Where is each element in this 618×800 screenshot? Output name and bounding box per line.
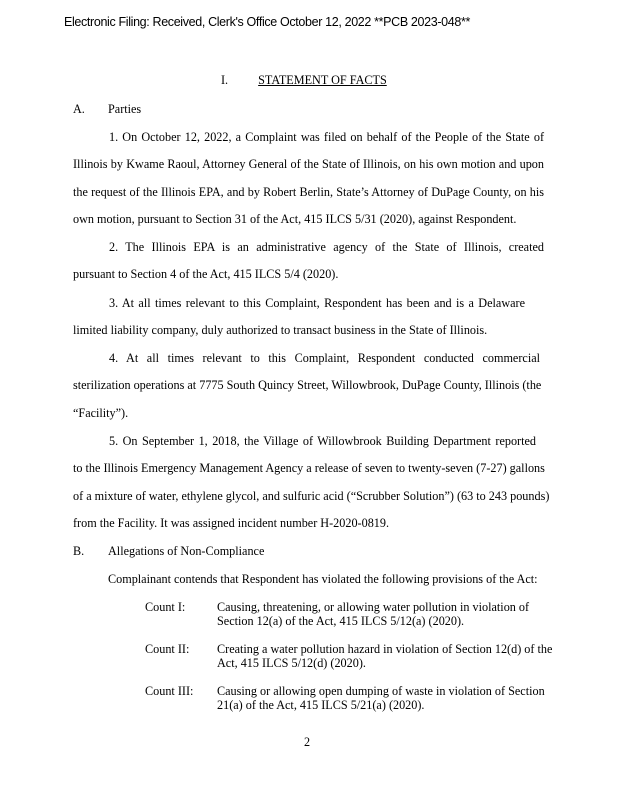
section-title: STATEMENT OF FACTS [258,73,387,87]
count-1-text: Causing, threatening, or allowing water pollution in violation of Section 12(a) of the Act, 415 ILCS 5/12(a) (2020). [217,600,530,628]
count-2-text: Creating a water pollution hazard in violation of Section 12(d) of the Act, 415 ILCS 5/12(d) (2020). [217,642,553,670]
page-number: 2 [304,735,311,749]
paragraph-4-line-2: sterilization operations at 7775 South Quincy Street, Willowbrook, DuPage County, Illinois (the [73,378,542,392]
count-1-label: Count I: [145,600,186,614]
subsection-b-letter: B. [73,544,85,558]
count-2-label: Count II: [145,642,190,656]
paragraph-5-line-1: 5. On September 1, 2018, the Village of Willowbrook Building Department reported [109,434,536,448]
paragraph-2-line-2: pursuant to Section 4 of the Act, 415 ILCS 5/4 (2020). [73,267,339,281]
paragraph-4-line-1: 4. At all times relevant to this Complaint, Respondent conducted commercial [109,351,540,365]
paragraph-3-line-2: limited liability company, duly authorized to transact business in the State of Illinois. [73,323,488,337]
section-numeral: I. [221,73,229,87]
paragraph-5-line-4: from the Facility. It was assigned incident number H-2020-0819. [73,516,390,530]
filing-header: Electronic Filing: Received, Clerk's Office October 12, 2022 **PCB 2023-048** [64,15,470,29]
subsection-a-letter: A. [73,102,85,116]
paragraph-4-line-3: “Facility”). [73,406,129,420]
paragraph-5-line-3: of a mixture of water, ethylene glycol, and sulfuric acid (“Scrubber Solution”) (63 to 243 pounds) [73,489,550,503]
subsection-b-title: Allegations of Non-Compliance [108,544,265,558]
paragraph-3-line-1: 3. At all times relevant to this Complaint, Respondent has been and is a Delaware [109,296,525,310]
subsection-a-title: Parties [108,102,142,116]
section-heading [221,73,387,88]
paragraph-1-line-4: own motion, pursuant to Section 31 of the Act, 415 ILCS 5/31 (2020), against Respondent. [73,212,517,226]
paragraph-1-line-3: the request of the Illinois EPA, and by Robert Berlin, State’s Attorney of DuPage County, on his [73,185,544,199]
paragraph-1-line-2: Illinois by Kwame Raoul, Attorney General of the State of Illinois, on his own motion and upon [73,157,544,171]
paragraph-2-line-1: 2. The Illinois EPA is an administrative agency of the State of Illinois, created [109,240,544,254]
paragraph-1-line-1: 1. On October 12, 2022, a Complaint was filed on behalf of the People of the State of [109,130,544,144]
paragraph-5-line-2: to the Illinois Emergency Management Agency a release of seven to twenty-seven (7-27) gallons [73,461,545,475]
count-3-text: Causing or allowing open dumping of waste in violation of Section 21(a) of the Act, 415 ILCS 5/21(a) (2020). [217,684,545,712]
allegations-intro: Complainant contends that Respondent has violated the following provisions of the Act: [108,572,538,586]
count-3-label: Count III: [145,684,194,698]
